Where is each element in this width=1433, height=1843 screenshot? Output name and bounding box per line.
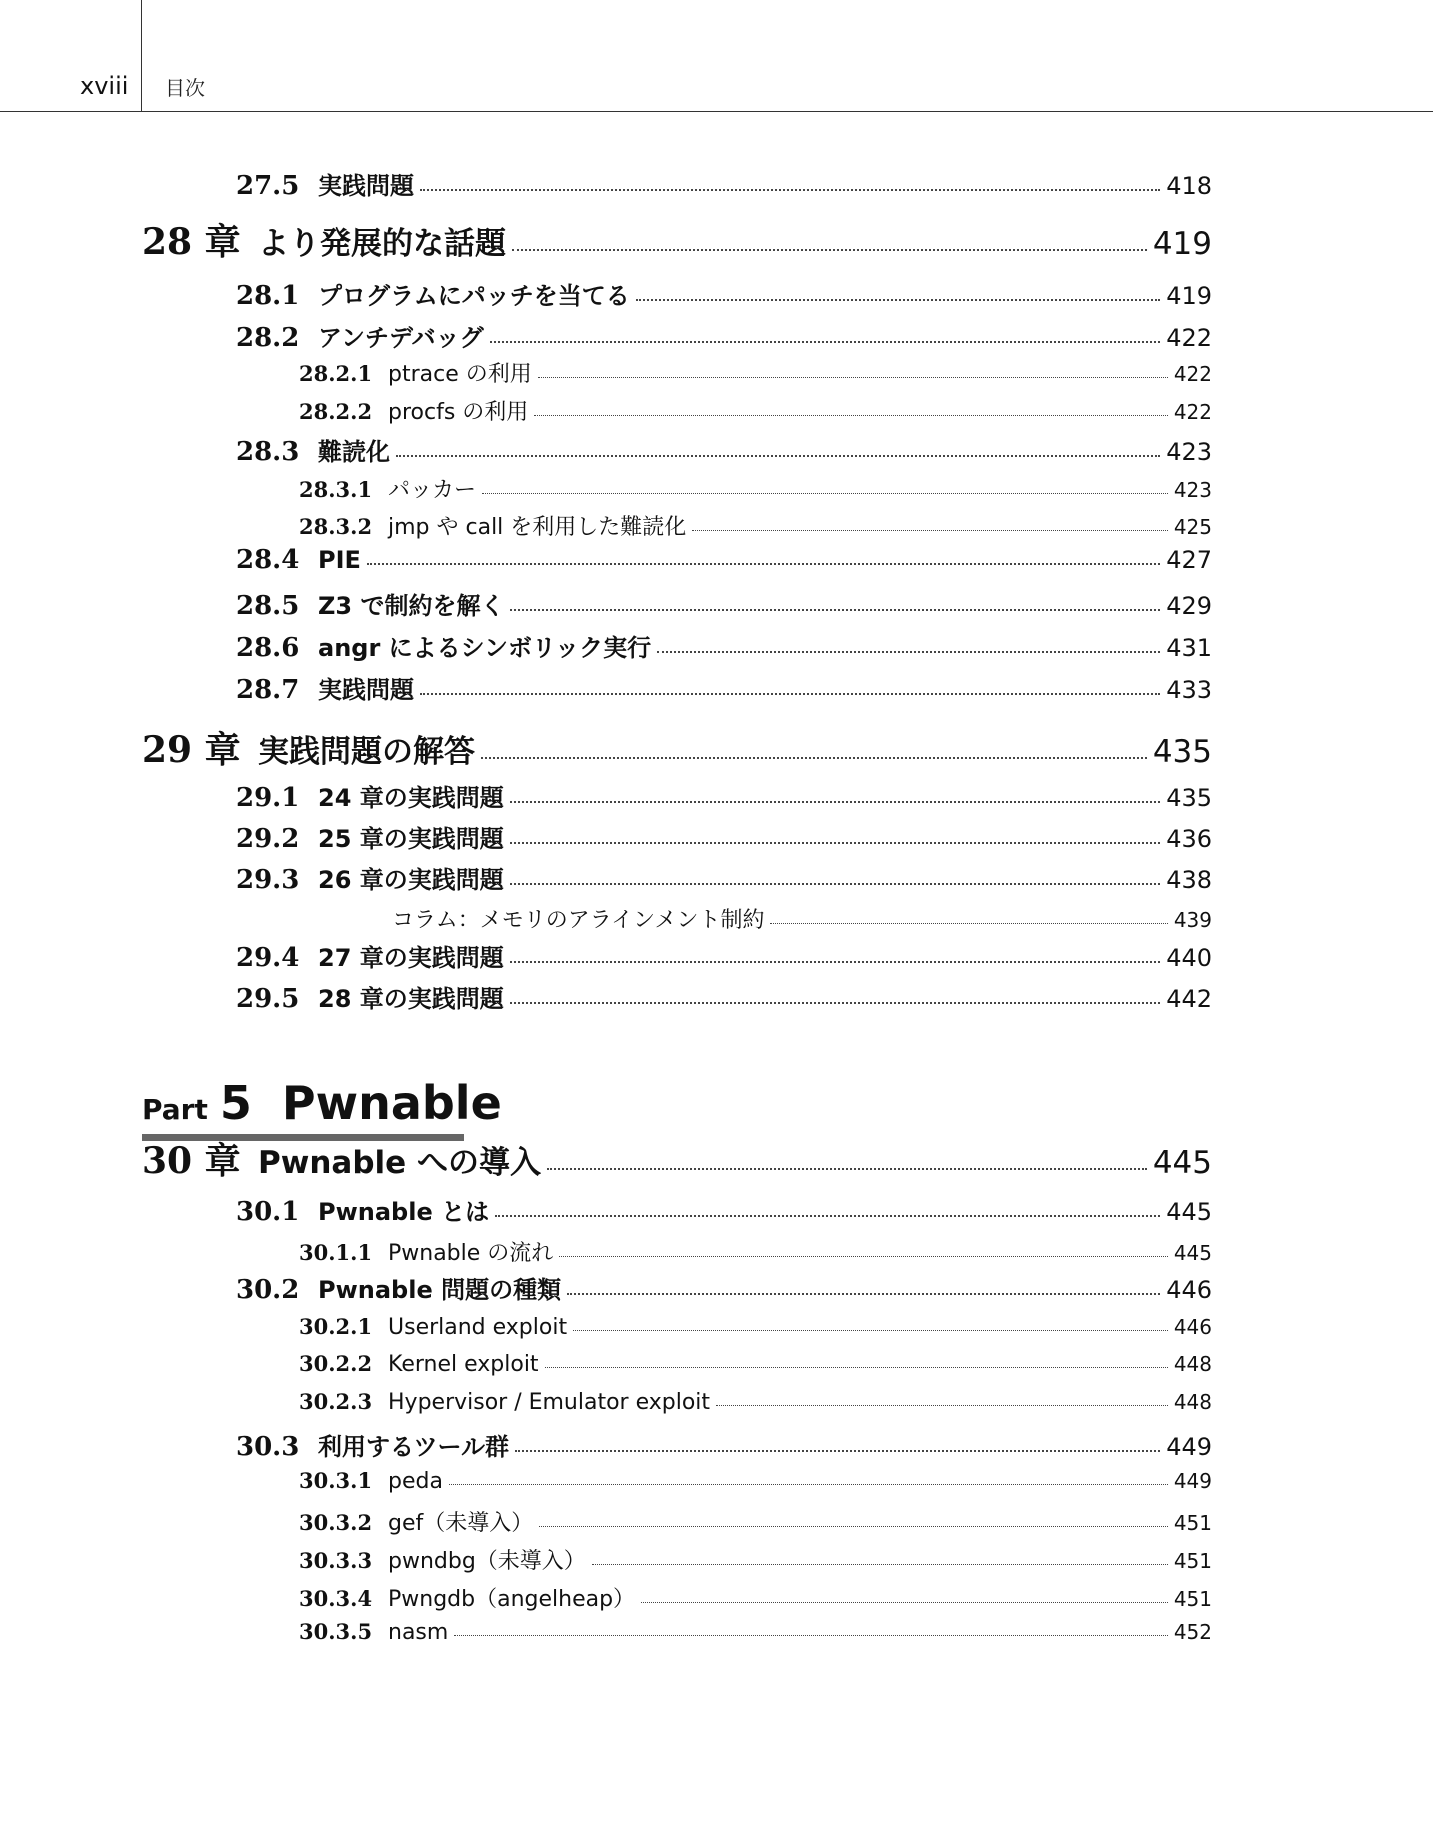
toc-title: Userland exploit [388,1315,568,1340]
toc-page-number: 448 [1173,1352,1212,1376]
toc-dot-leader [510,609,1160,611]
toc-dot-leader [420,189,1160,191]
toc-entry-section[interactable] [236,545,1212,575]
toc-title: Pwngdb（angelheap） [388,1587,636,1612]
toc-page-number: 448 [1173,1390,1212,1414]
toc-page-number: 419 [1166,282,1212,310]
toc-title: 実践問題 [318,676,414,704]
toc-page-number: 418 [1166,172,1212,200]
toc-title: パッカー [388,478,477,503]
part-title: Pwnable [281,1076,502,1130]
page-header [0,0,1433,112]
toc-title: Kernel exploit [388,1352,539,1377]
toc-entry-subsection[interactable] [299,1236,1212,1267]
toc-number: 30.1 [236,1197,300,1227]
toc-entry-subsection[interactable] [299,1582,1212,1613]
toc-entry-section[interactable] [236,586,1212,621]
toc-title: PIE [318,546,361,574]
toc-number: 30 章 [142,1140,241,1182]
toc-page-number: 423 [1173,478,1212,502]
toc-title: Z3 で制約を解く [318,592,505,620]
toc-title: より発展的な話題 [258,226,506,262]
toc-page-number: 449 [1166,1433,1212,1461]
toc-entry-subsection[interactable] [299,395,1212,426]
toc-entry-subsection[interactable] [299,1544,1212,1575]
toc-dot-leader [510,801,1160,803]
toc-dot-leader [495,1215,1160,1217]
toc-dot-leader [636,299,1160,301]
part-heading [142,1076,502,1130]
toc-page-number: 422 [1166,324,1212,352]
toc-page-number: 435 [1152,734,1212,770]
toc-title: コラム：メモリのアラインメント制約 [392,908,765,933]
toc-dot-leader [573,1330,1168,1331]
toc-page-number: 445 [1173,1241,1212,1265]
toc-dot-leader [449,1484,1168,1485]
toc-page-number: 436 [1166,825,1212,853]
toc-title: アンチデバッグ [318,324,484,352]
toc-title: Pwnable への導入 [258,1145,541,1181]
toc-number: 29 章 [142,729,241,771]
toc-title: Pwnable の流れ [388,1241,554,1266]
toc-title: jmp や call を利用した難読化 [388,515,687,540]
toc-page-number: 452 [1173,1620,1212,1644]
toc-number: 30.3.1 [299,1468,373,1493]
toc-title: pwndbg（未導入） [388,1549,586,1574]
toc-title: gef（未導入） [388,1511,534,1536]
toc-dot-leader [567,1293,1160,1295]
toc-entry-subsection[interactable] [299,510,1212,541]
toc-entry-section[interactable] [236,1427,1212,1462]
toc-dot-leader [641,1602,1168,1603]
toc-number: 30.2 [236,1275,300,1305]
toc-page-number: 419 [1152,226,1212,262]
toc-dot-leader [538,377,1168,378]
toc-title: 利用するツール群 [318,1433,510,1461]
toc-number: 29.2 [236,824,300,854]
part-number: 5 [219,1076,252,1130]
toc-title: 28 章の実践問題 [318,985,504,1013]
toc-number: 29.4 [236,943,300,973]
toc-dot-leader [539,1526,1168,1527]
toc-entry-subsection[interactable] [299,1314,1212,1340]
toc-page-number: 439 [1173,908,1212,932]
toc-number: 30.3.5 [299,1619,373,1644]
toc-number: 28.3.2 [299,514,373,539]
toc-dot-leader [367,563,1160,565]
toc-entry-chapter[interactable] [142,722,1212,773]
toc-entry-subsection[interactable] [299,1468,1212,1494]
toc-title: 26 章の実践問題 [318,866,504,894]
toc-title: Pwnable とは [318,1198,490,1226]
toc-entry-section[interactable] [236,1192,1212,1227]
toc-title: Hypervisor / Emulator exploit [388,1390,711,1415]
toc-title: プログラムにパッチを当てる [318,282,630,310]
toc-entry-section[interactable] [236,166,1212,201]
toc-entry-section[interactable] [236,628,1212,663]
toc-entry-subsection[interactable] [299,1619,1212,1645]
toc-dot-leader [716,1405,1168,1406]
toc-dot-leader [420,693,1160,695]
toc-number: 28.5 [236,591,300,621]
toc-dot-leader [534,415,1168,416]
toc-entry-subsection[interactable] [299,473,1212,504]
toc-page-number: 451 [1173,1549,1212,1573]
toc-number: 28.2.2 [299,399,373,424]
toc-dot-leader [481,757,1147,759]
toc-entry-subsection[interactable] [299,1351,1212,1377]
toc-page-number: 435 [1166,784,1212,812]
toc-title: 実践問題 [318,172,414,200]
toc-dot-leader [547,1168,1147,1170]
toc-title: 難読化 [318,438,390,466]
toc-entry-section[interactable] [236,276,1212,311]
toc-dot-leader [482,493,1168,494]
toc-page-number: 422 [1173,400,1212,424]
toc-dot-leader [512,249,1147,251]
toc-dot-leader [510,842,1160,844]
toc-entry-section[interactable] [236,1270,1212,1305]
toc-title: ptrace の利用 [388,362,532,387]
toc-number: 30.2.3 [299,1389,373,1414]
toc-number: 28.6 [236,633,300,663]
toc-title: procfs の利用 [388,400,529,425]
toc-entry-section[interactable] [236,819,1212,854]
toc-number: 29.3 [236,865,300,895]
toc-page-number: 431 [1166,634,1212,662]
toc-title: nasm [388,1620,449,1645]
toc-page-number: 429 [1166,592,1212,620]
toc-page-number: 445 [1166,1198,1212,1226]
toc-dot-leader [515,1450,1160,1452]
header-divider-vertical [141,0,142,112]
toc-entry-section[interactable] [236,318,1212,353]
toc-entry-section[interactable] [236,938,1212,973]
toc-number: 28.3 [236,437,300,467]
toc-number: 30.3.3 [299,1548,373,1573]
toc-title: Pwnable 問題の種類 [318,1276,562,1304]
toc-entry-section[interactable] [236,778,1212,813]
toc-title: angr によるシンボリック実行 [318,634,652,662]
toc-dot-leader [692,530,1168,531]
toc-entry-section[interactable] [236,979,1212,1014]
page-folio: xviii [80,72,129,100]
toc-entry-subsection[interactable] [299,357,1212,388]
toc-number: 30.2.2 [299,1351,373,1376]
toc-entry-column[interactable] [392,903,1212,934]
toc-dot-leader [510,883,1160,885]
toc-entry-subsection[interactable] [299,1389,1212,1415]
toc-entry-subsection[interactable] [299,1506,1212,1537]
toc-number: 28.4 [236,545,300,575]
toc-page-number: 442 [1166,985,1212,1013]
toc-number: 28.7 [236,675,300,705]
header-divider-horizontal [0,111,1433,112]
toc-page-number: 449 [1173,1469,1212,1493]
toc-number: 30.1.1 [299,1240,373,1265]
toc-dot-leader [490,341,1161,343]
toc-number: 30.3.2 [299,1510,373,1535]
toc-page-number: 427 [1166,546,1212,574]
running-title: 目次 [165,76,205,100]
toc-dot-leader [510,1002,1160,1004]
toc-number: 30.3 [236,1432,300,1462]
toc-page-number: 425 [1173,515,1212,539]
toc-number: 28.2 [236,323,300,353]
toc-dot-leader [770,923,1167,924]
toc-number: 28.3.1 [299,477,373,502]
toc-number: 28.1 [236,281,300,311]
toc-page-number: 433 [1166,676,1212,704]
part-label: Part [142,1093,208,1126]
toc-entry-section[interactable] [236,670,1212,705]
toc-page-number: 423 [1166,438,1212,466]
toc-title: 24 章の実践問題 [318,784,504,812]
toc-dot-leader [545,1367,1168,1368]
toc-page-number: 451 [1173,1511,1212,1535]
toc-dot-leader [592,1564,1168,1565]
toc-number: 30.2.1 [299,1314,373,1339]
toc-page-number: 446 [1166,1276,1212,1304]
toc-number: 28 章 [142,221,241,263]
toc-number: 29.1 [236,783,300,813]
toc-entry-section[interactable] [236,860,1212,895]
toc-page-number: 438 [1166,866,1212,894]
toc-page-number: 446 [1173,1315,1212,1339]
toc-number: 30.3.4 [299,1586,373,1611]
toc-dot-leader [510,961,1160,963]
toc-number: 28.2.1 [299,361,373,386]
toc-title: 27 章の実践問題 [318,944,504,972]
toc-dot-leader [657,651,1160,653]
toc-title: 実践問題の解答 [258,734,475,770]
toc-number: 27.5 [236,171,300,201]
toc-page-number: 422 [1173,362,1212,386]
toc-page-number: 451 [1173,1587,1212,1611]
toc-dot-leader [559,1256,1168,1257]
toc-entry-chapter[interactable] [142,1133,1212,1184]
toc-entry-section[interactable] [236,432,1212,467]
toc-dot-leader [396,455,1160,457]
toc-dot-leader [454,1635,1167,1636]
toc-title: peda [388,1469,443,1494]
toc-entry-chapter[interactable] [142,214,1212,265]
toc-page-number: 445 [1152,1145,1212,1181]
toc-page-number: 440 [1166,944,1212,972]
toc-title: 25 章の実践問題 [318,825,504,853]
toc-number: 29.5 [236,984,300,1014]
